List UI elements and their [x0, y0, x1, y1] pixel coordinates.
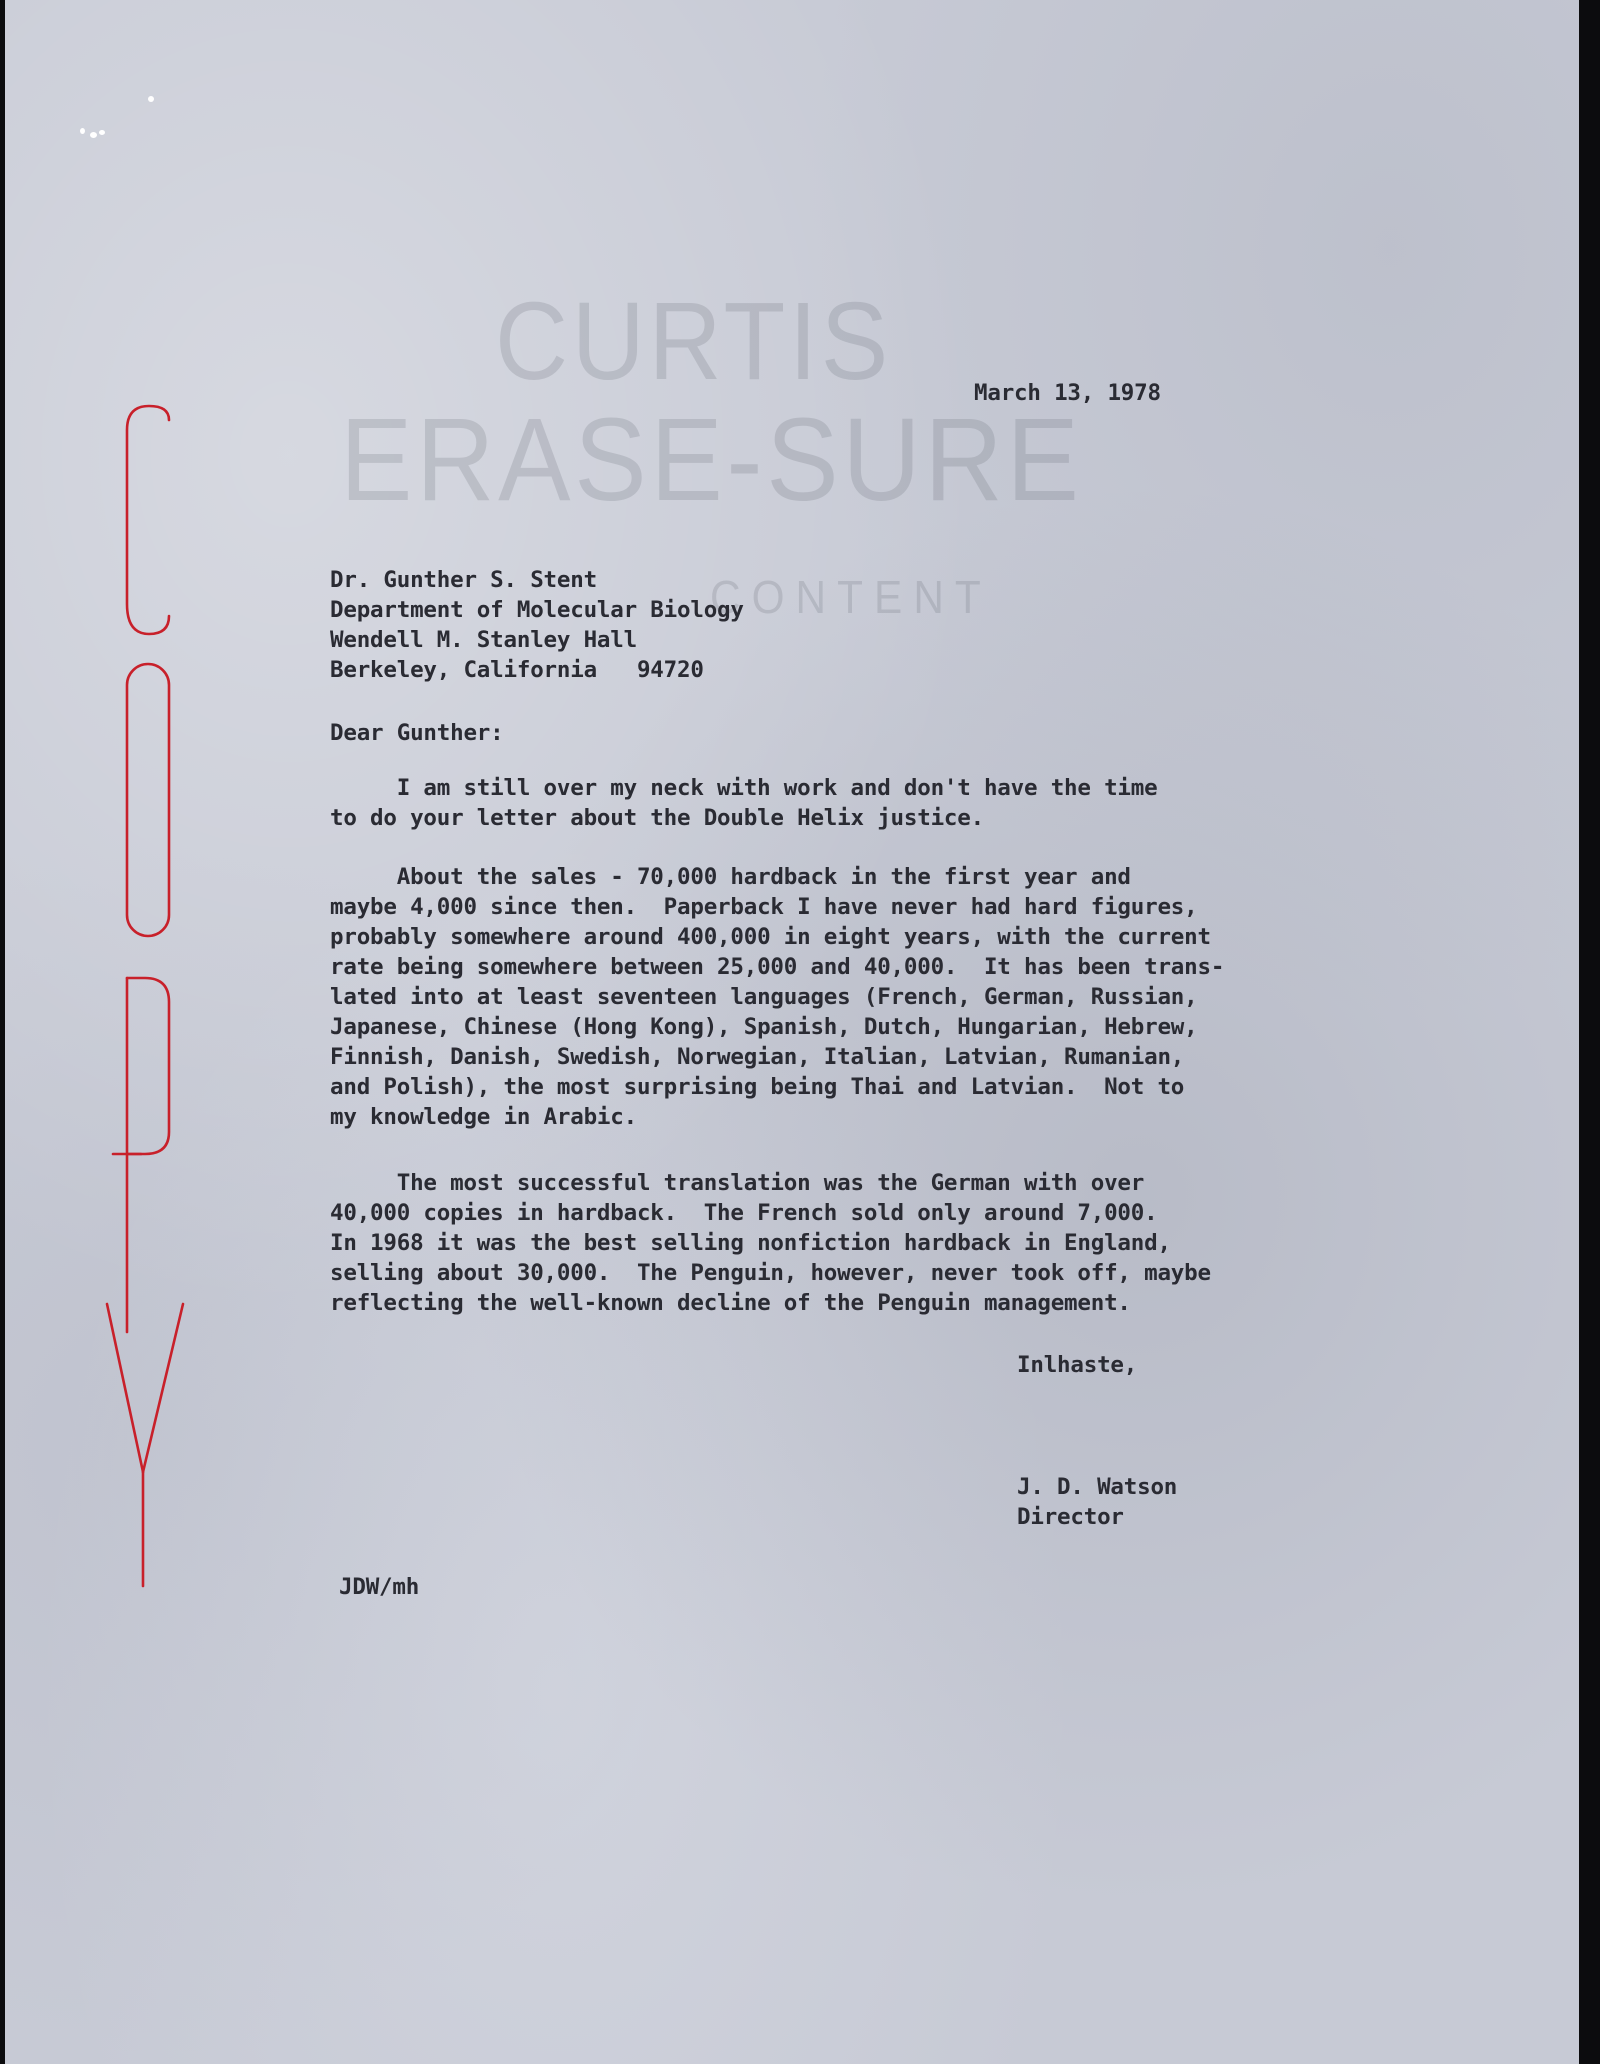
speck [99, 130, 105, 135]
paragraph-line: 40,000 copies in hardback. The French sold only around 7,000. [330, 1200, 1158, 1226]
paragraph-line: lated into at least seventeen languages (French, German, Russian, [330, 984, 1198, 1010]
paragraph-line: to do your letter about the Double Helix justice. [330, 805, 984, 831]
letter-page [5, 0, 1579, 2064]
signature-name: J. D. Watson [1017, 1474, 1178, 1500]
salutation: Dear Gunther: [330, 720, 504, 746]
paragraph-line: About the sales - 70,000 hardback in the first year and [330, 864, 1131, 890]
watermark-curtis: CURTIS [495, 280, 892, 403]
paragraph-line: selling about 30,000. The Penguin, however, never took off, maybe [330, 1260, 1211, 1286]
closing: Inlhaste, [1017, 1352, 1138, 1378]
watermark-erase-sure: ERASE-SURE [340, 394, 1083, 526]
paragraph-line: In 1968 it was the best selling nonfiction hardback in England, [330, 1230, 1171, 1256]
paragraph-line: rate being somewhere between 25,000 and 40,000. It has been trans- [330, 954, 1225, 980]
recipient-city: Berkeley, California 94720 [330, 657, 704, 683]
paragraph-line: The most successful translation was the German with over [330, 1170, 1145, 1196]
speck [148, 96, 154, 102]
recipient-name: Dr. Gunther S. Stent [330, 567, 597, 593]
paragraph-line: my knowledge in Arabic. [330, 1104, 637, 1130]
paragraph-line: probably somewhere around 400,000 in eight years, with the current [330, 924, 1211, 950]
recipient-building: Wendell M. Stanley Hall [330, 627, 637, 653]
paragraph-line: and Polish), the most surprising being Thai and Latvian. Not to [330, 1074, 1185, 1100]
letter-date: March 13, 1978 [974, 380, 1161, 406]
paragraph-line: Finnish, Danish, Swedish, Norwegian, Italian, Latvian, Rumanian, [330, 1044, 1185, 1070]
paragraph-line: I am still over my neck with work and don't have the time [330, 775, 1158, 801]
copy-stamp-letter-p [113, 978, 169, 1332]
copy-stamp-letter-c [127, 406, 169, 634]
watermark-content: CONTENT [710, 571, 992, 623]
copy-stamp-letter-y [107, 1304, 183, 1586]
speck [90, 132, 97, 138]
copy-stamp [105, 402, 189, 1592]
reference-initials: JDW/mh [339, 1574, 420, 1600]
paragraph-line: Japanese, Chinese (Hong Kong), Spanish, Dutch, Hungarian, Hebrew, [330, 1014, 1198, 1040]
copy-stamp-letter-o [127, 664, 169, 936]
signature-title: Director [1017, 1504, 1124, 1530]
speck [80, 128, 85, 134]
paragraph-line: reflecting the well-known decline of the Penguin management. [330, 1290, 1131, 1316]
recipient-department: Department of Molecular Biology [330, 597, 744, 623]
paragraph-line: maybe 4,000 since then. Paperback I have never had hard figures, [330, 894, 1198, 920]
